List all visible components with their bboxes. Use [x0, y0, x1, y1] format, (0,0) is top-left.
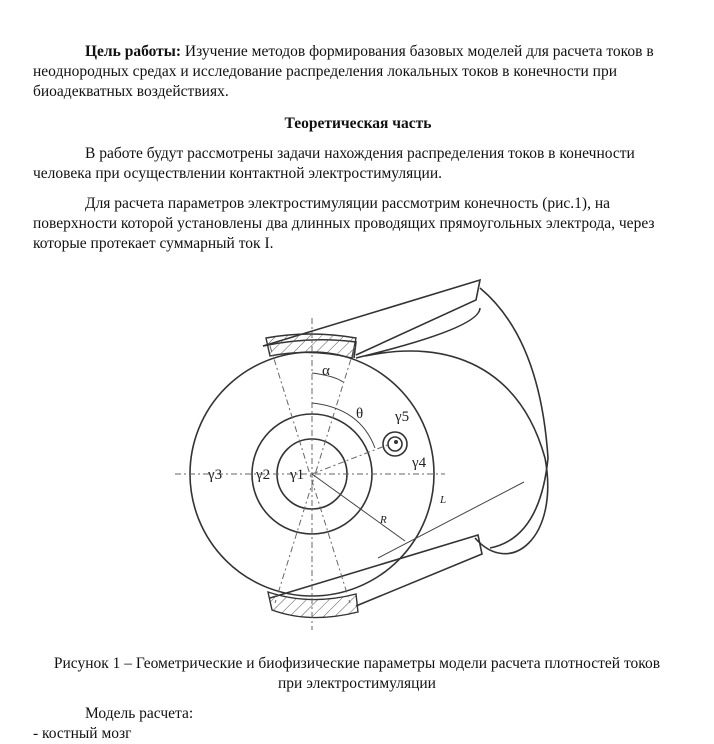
gamma4-label: γ4 — [412, 455, 427, 471]
length-arrow — [378, 482, 524, 558]
gamma3-label: γ3 — [208, 467, 223, 483]
paragraph-1: В работе будут рассмотрены задачи нахождения распределения токов в конечности человека при осуществлении контактной электростимуляции. — [33, 145, 635, 182]
gamma1-label: γ1 — [290, 467, 305, 483]
goal-paragraph — [33, 42, 683, 102]
gamma5-label: γ5 — [395, 409, 410, 425]
section-title: Теоретическая часть — [284, 115, 432, 132]
top-electrode — [266, 334, 356, 358]
goal-label: Цель работы: — [85, 43, 182, 60]
figure-caption-line2: при электростимуляции — [278, 675, 436, 692]
model-item: - костный мозг — [33, 725, 132, 742]
theta-label: θ — [356, 406, 364, 422]
radius-label: R — [380, 514, 387, 526]
paragraph-2: Для расчета параметров электростимуляции рассмотрим конечность (рис.1), на поверхности которой установлены два длинных проводящих прямоугольных электрода, через которые протекает суммарный ток I. — [33, 195, 655, 252]
figure-caption-line1: Рисунок 1 – Геометрические и биофизические параметры модели расчета плотностей токов — [53, 655, 661, 672]
vessel-outer — [383, 432, 407, 456]
model-heading: Модель расчета: — [85, 705, 194, 722]
limb-model-figure — [150, 258, 570, 630]
vessel-inner — [388, 437, 402, 451]
goal-text: Изучение методов формирования базовых моделей для расчета токов в неоднородных средах и исследование распределения локальных токов в конечности при биоадекватных воздействиях. — [33, 43, 654, 100]
length-label: L — [440, 494, 447, 506]
alpha-label: α — [322, 363, 330, 379]
gamma2-label: γ2 — [256, 467, 271, 483]
cylinder-far-arc — [480, 288, 548, 548]
theta-arc — [312, 403, 375, 448]
radius-arrow — [312, 474, 405, 541]
